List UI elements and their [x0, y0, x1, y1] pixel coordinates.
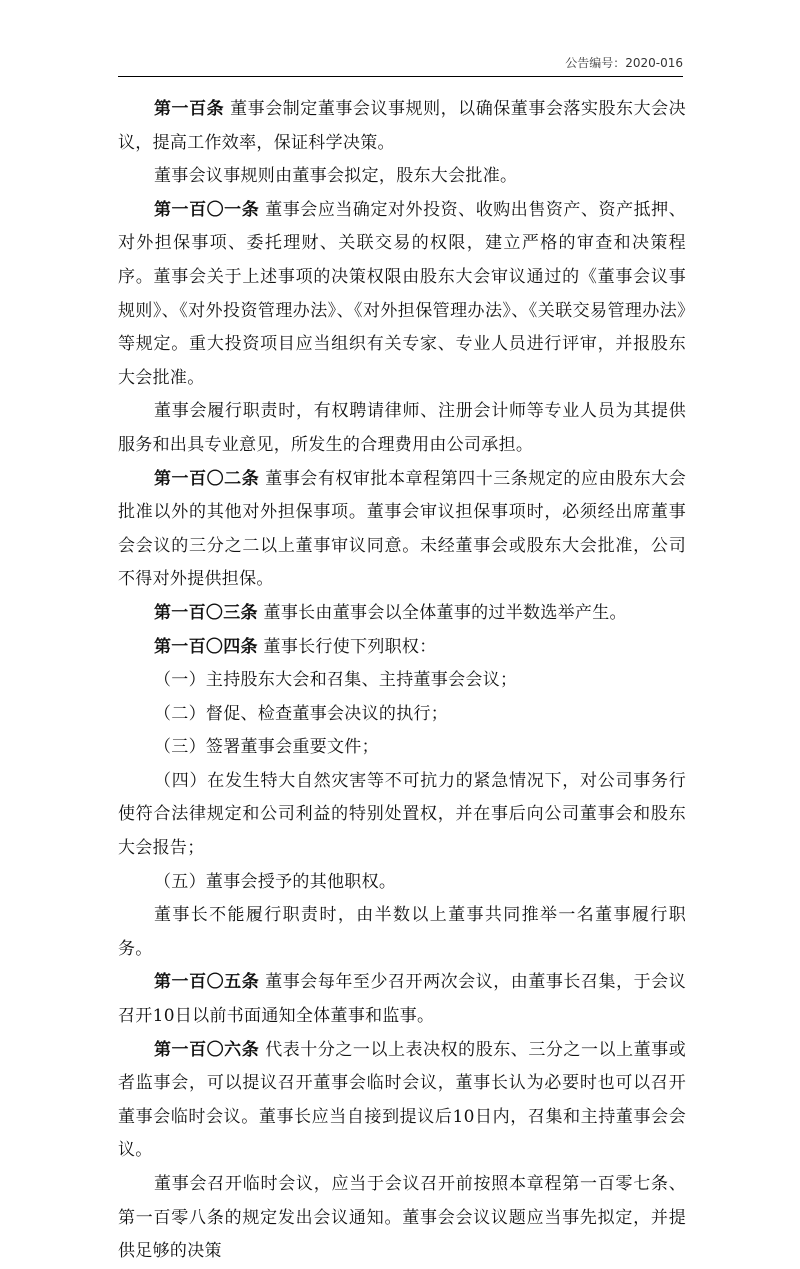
- paragraph-article-105: [118, 966, 686, 1033]
- article-heading: 第一百条: [154, 99, 225, 119]
- page-header: [118, 52, 683, 77]
- paragraph: [118, 899, 686, 966]
- list-item: [118, 765, 686, 866]
- paragraph-text: 董事会制定董事会议事规则，以确保董事会落实股东大会决议，提高工作效率，保证科学决策。: [118, 99, 686, 153]
- paragraph-text: （一）主持股东大会和召集、主持董事会会议；: [154, 670, 518, 691]
- list-item: [118, 731, 686, 765]
- paragraph-article-100: [118, 93, 686, 160]
- paragraph-text: （四）在发生特大自然灾害等不可抗力的紧急情况下，对公司事务行使符合法律规定和公司利益的特别处置权，并在事后向公司董事会和股东大会报告；: [118, 770, 686, 859]
- paragraph-article-103: [118, 597, 686, 631]
- paragraph-text: 董事长行使下列职权：: [257, 636, 437, 657]
- paragraph-text: 董事会应当确定对外投资、收购出售资产、资产抵押、对外担保事项、委托理财、关联交易的权限，建立严格的审查和决策程序。董事会关于上述事项的决策权限由股东大会审议通过的《董事会议事规则》、《对外投资管理办法》、《对外担保管理办法》、《关联交易管理办法》等规定。重大投资项目应当组织有关专家、专业人员进行评审，并报股东大会批准。: [118, 199, 686, 388]
- paragraph: [118, 1168, 686, 1269]
- list-item: [118, 664, 686, 698]
- paragraph-article-106: [118, 1034, 686, 1168]
- paragraph-article-102: [118, 463, 686, 597]
- document-body: [118, 93, 686, 1269]
- article-heading: 第一百〇六条: [154, 1039, 260, 1060]
- paragraph-text: 董事长不能履行职责时，由半数以上董事共同推举一名董事履行职务。: [118, 905, 686, 959]
- paragraph-text: （三）签署董事会重要文件；: [154, 737, 379, 758]
- list-item: [118, 698, 686, 732]
- paragraph-text: 代表十分之一以上表决权的股东、三分之一以上董事或者监事会，可以提议召开董事会临时会议，董事长认为必要时也可以召开董事会临时会议。董事长应当自接到提议后10日内，召集和主持董事会会议。: [118, 1039, 686, 1161]
- article-heading: 第一百〇五条: [154, 972, 260, 993]
- paragraph-article-101: [118, 194, 686, 396]
- article-heading: 第一百〇一条: [154, 199, 260, 220]
- paragraph-article-104: [118, 631, 686, 665]
- paragraph: [118, 160, 686, 194]
- article-heading: 第一百〇二条: [154, 468, 260, 489]
- paragraph-text: 董事长由董事会以全体董事的过半数选举产生。: [257, 602, 627, 623]
- paragraph-text: （二）督促、检查董事会决议的执行；: [154, 703, 449, 724]
- paragraph-text: （五）董事会授予的其他职权。: [154, 871, 397, 892]
- article-heading: 第一百〇四条: [154, 636, 258, 657]
- paragraph-text: 董事会履行职责时，有权聘请律师、注册会计师等专业人员为其提供服务和出具专业意见，所发生的合理费用由公司承担。: [118, 401, 686, 455]
- paragraph-text: 董事会议事规则由董事会拟定，股东大会批准。: [154, 166, 518, 187]
- article-heading: 第一百〇三条: [154, 602, 258, 623]
- list-item: [118, 866, 686, 900]
- paragraph-text: 董事会每年至少召开两次会议，由董事长召集，于会议召开10日以前书面通知全体董事和监事。: [118, 972, 686, 1027]
- paragraph: [118, 395, 686, 462]
- paragraph-text: 董事会有权审批本章程第四十三条规定的应由股东大会批准以外的其他对外担保事项。董事会审议担保事项时，必须经出席董事会会议的三分之二以上董事审议同意。未经董事会或股东大会批准，公司不得对外提供担保。: [118, 468, 686, 590]
- paragraph-text: 董事会召开临时会议，应当于会议召开前按照本章程第一百零七条、第一百零八条的规定发出会议通知。董事会会议议题应当事先拟定，并提供足够的决策: [118, 1174, 686, 1262]
- announcement-code: 公告编号：2020-016: [565, 56, 683, 70]
